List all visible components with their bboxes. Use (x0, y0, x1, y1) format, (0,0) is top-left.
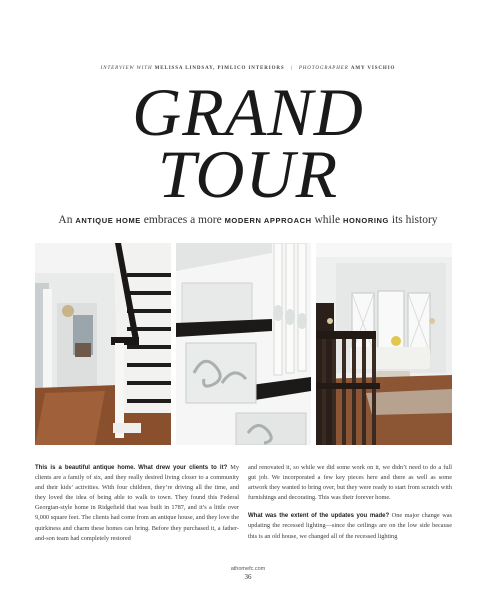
deck-text: while (311, 214, 343, 226)
page-number: 36 (244, 573, 252, 581)
page-footer (0, 565, 496, 581)
photographer-name: AMY VISCHIO (350, 66, 396, 71)
deck-subtitle (0, 214, 496, 226)
deck-text: embraces a more (140, 214, 225, 226)
body-column-right (248, 463, 452, 542)
deck-emphasis: ANTIQUE HOME (75, 216, 141, 225)
paragraph (35, 463, 239, 544)
interview-answer: My clients are a family of six, and they really desired living closer to a community and their kids’ activities. With four children, they’re driving all the time, and they loved the idea of being able to walk to town. They found this Federal Georgian-style home in Ridgefield that was built in 1787, and it’s a little over 9,000 square feet. The clients had come from an antique house, and they love the quirkiness and charm these homes can bring. Before they purchased it, a father-and-son team had completely restored (35, 464, 240, 542)
credit-separator: | (290, 66, 293, 71)
credit-line (0, 66, 496, 71)
interviewee-name: MELISSA LINDSAY, PIMLICO INTERIORS (154, 66, 285, 71)
website-url: athomefc.com (230, 566, 266, 572)
entry-staircase-photo (35, 243, 171, 445)
photographer-label: PHOTOGRAPHER (298, 66, 349, 71)
living-room-photo (316, 243, 452, 445)
interview-label: INTERVIEW WITH (100, 66, 153, 71)
deck-text: An (58, 214, 76, 226)
interview-answer: One major change was updating the recessed lighting—since the ceilings are on the low side because this is an old house, we changed all of the recessed lighting (248, 512, 452, 540)
stair-detail-photo (176, 243, 311, 445)
interview-question: This is a beautiful antique home. What drew your clients to it? (35, 465, 228, 471)
paragraph: and renovated it, so while we did some work on it, we didn’t need to do a full gut job. We incorporated a few key pieces here and there as well as some artwork they wanted to bring over, but they were ready to start from scratch with furnishings and decorating. This was their forever home. (248, 464, 452, 502)
paragraph (248, 511, 452, 541)
headline-line-2: TOUR (157, 136, 339, 212)
deck-text: its history (389, 214, 438, 226)
headline-line-1: GRAND (132, 74, 364, 150)
deck-emphasis: HONORING (342, 216, 389, 225)
interview-question: What was the extent of the updates you made? (248, 513, 390, 520)
deck-emphasis: MODERN APPROACH (224, 216, 312, 225)
body-column-left (35, 463, 239, 544)
